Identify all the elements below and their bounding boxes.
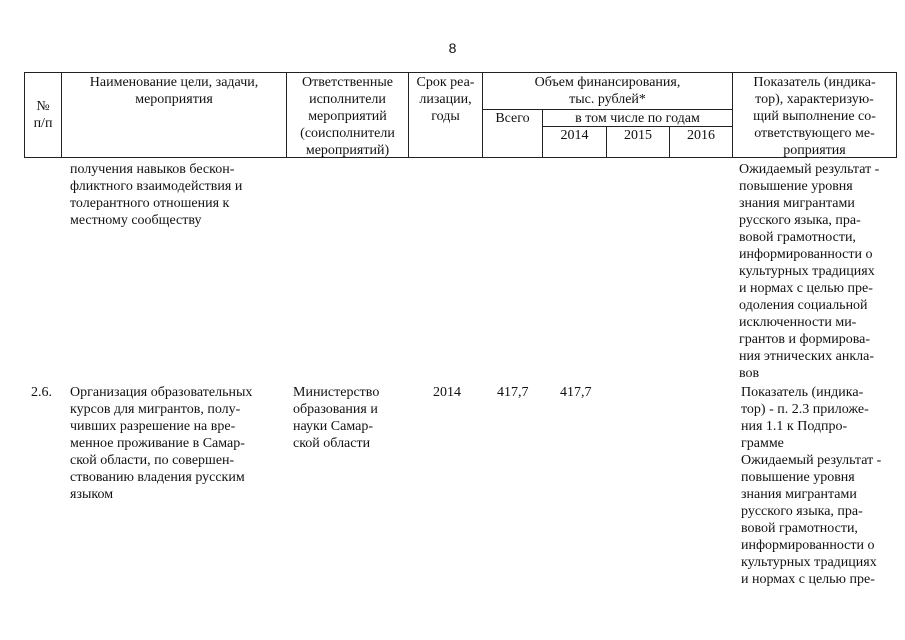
page-number: 8 [448, 40, 457, 56]
row-2-6-name: Организация образовательных курсов для мигрантов, полу- чивших разрешение на вре- менное проживание в Самар- ской области, по совершен- ствованию владения русским языком [70, 385, 253, 502]
row-2-6-num: 2.6. [31, 385, 52, 400]
header-by-years: в том числе по годам [575, 111, 700, 126]
header-finance: Объем финансирования, тыс. рублей* [534, 75, 681, 107]
header-year-2015: 2015 [624, 128, 652, 143]
table-header [24, 72, 897, 158]
header-num: № п/п [33, 99, 53, 131]
header-responsible: Ответственные исполнители мероприятий (соисполнители мероприятий) [300, 75, 395, 158]
header-term: Срок реа- лизации, годы [416, 75, 475, 124]
header-indicator: Показатель (индика- тор), характеризую- щий выполнение со- ответствующего ме- роприятия [753, 75, 876, 158]
header-year-2016: 2016 [687, 128, 715, 143]
header-top-border [24, 72, 897, 73]
continuation-result-text: Ожидаемый результат - повышение уровня знания мигрантами русского языка, пра- вовой грамотности, информированности о культурных традициях и нормах с целью пре- одоления социальной исключенности ми- грантов и формирова- ния этнических анкла- вов [739, 162, 880, 381]
row-2-6-term: 2014 [433, 385, 461, 400]
row-2-6-responsible: Министерство образования и науки Самар- ской области [293, 385, 380, 451]
header-total: Всего [495, 111, 530, 126]
header-name: Наименование цели, задачи, мероприятия [89, 75, 259, 107]
row-2-6-indicator: Показатель (индика- тор) - п. 2.3 приложе- ния 1.1 к Подпро- грамме Ожидаемый результат - повышение уровня знания мигрантами русского языка, пра- вовой грамотности, информированности о культурных традициях и нормах с целью пре- [741, 385, 882, 587]
row-2-6-2014: 417,7 [560, 385, 592, 400]
header-year-2014: 2014 [560, 128, 589, 143]
row-2-6-total: 417,7 [497, 385, 529, 400]
continuation-name-text: получения навыков бескон- фликтного взаимодействия и толерантного отношения к местному сообществу [70, 162, 243, 228]
col-border-right [896, 72, 897, 158]
